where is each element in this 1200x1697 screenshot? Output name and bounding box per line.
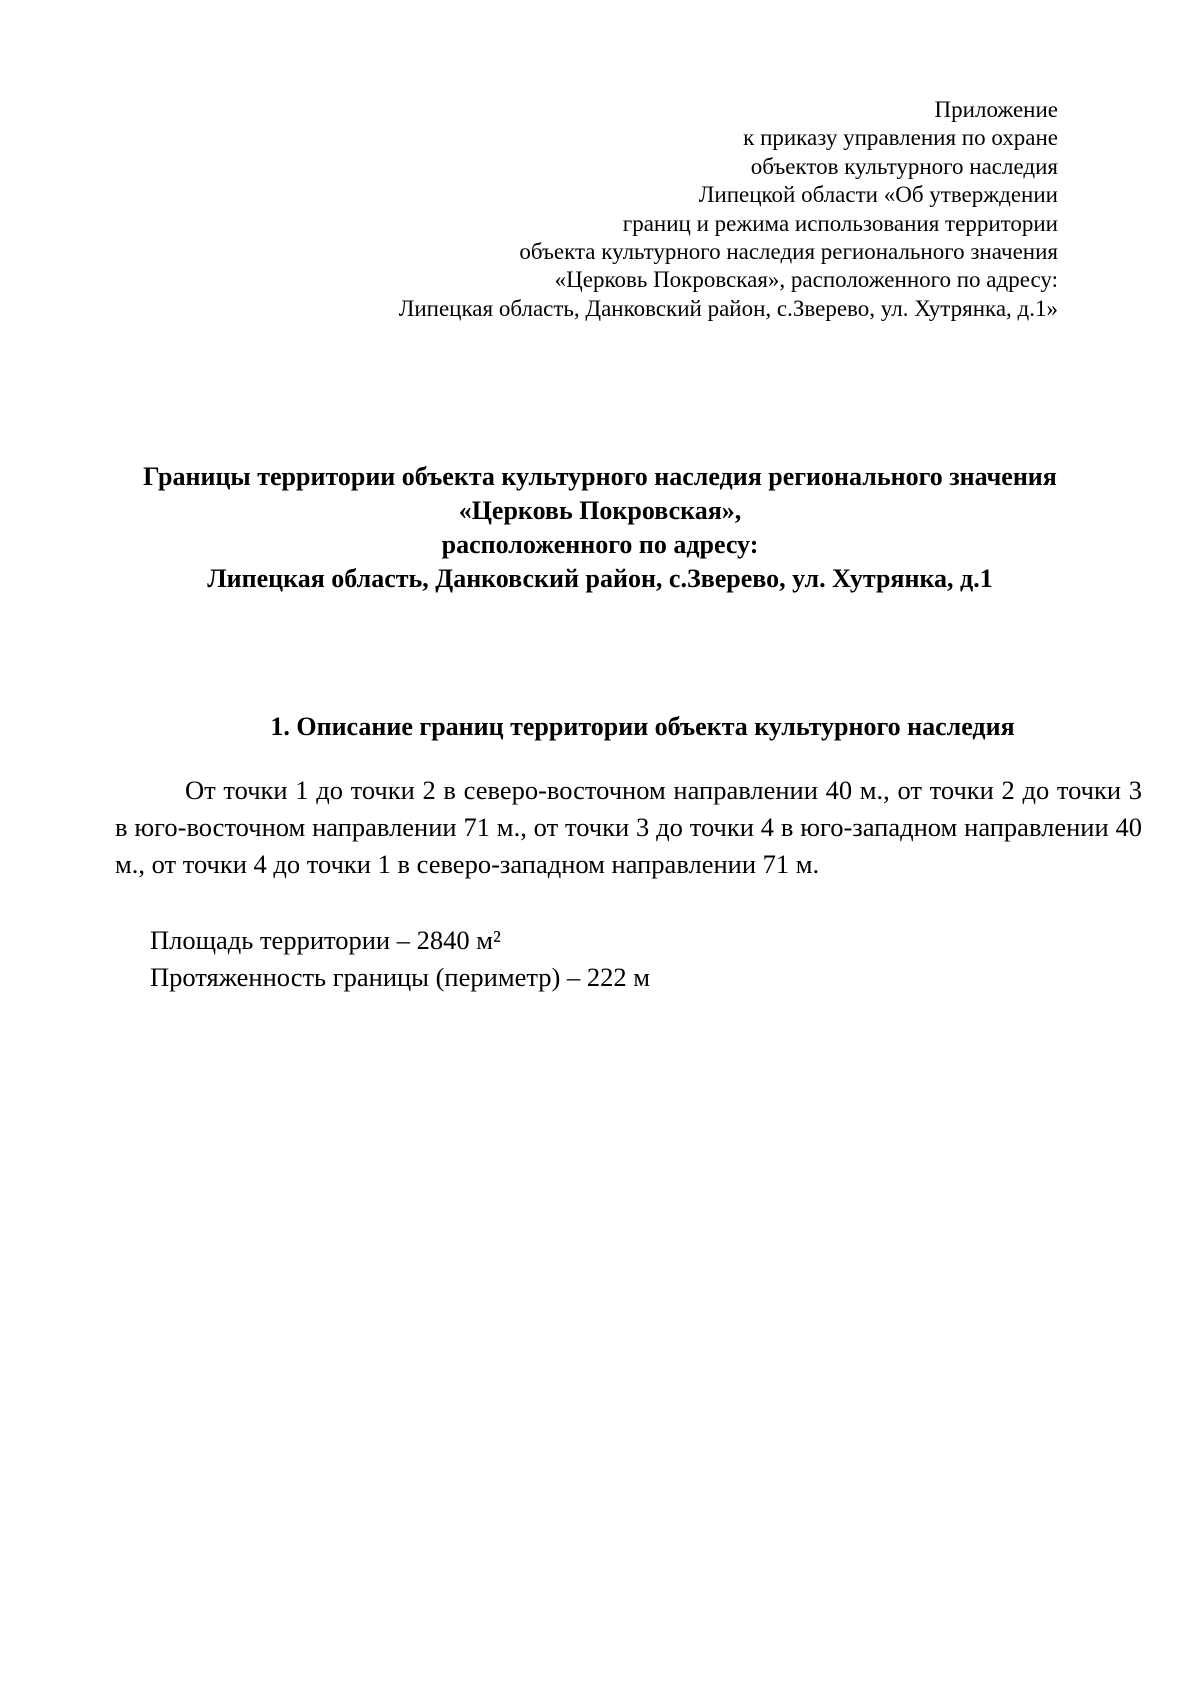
appendix-line: к приказу управления по охране	[743, 125, 1058, 151]
title-line: расположенного по адресу:	[441, 530, 759, 559]
territory-metrics	[150, 922, 650, 996]
title-line: «Церковь Покровская»,	[458, 496, 742, 525]
appendix-line: Приложение	[934, 97, 1058, 122]
boundary-description: От точки 1 до точки 2 в северо-восточном направлении 40 м., от точки 2 до точки 3 в юго-восточном направлении 71 м., от точки 3 до точки 4 в юго-западном направлении 40 м., от точки 4 до точки 1 в северо-западном направлении 71 м.	[115, 775, 1142, 879]
appendix-line: границ и режима использования территории	[622, 210, 1058, 236]
title-line: Границы территории объекта культурного наследия регионального значения	[143, 462, 1057, 491]
title-line: Липецкая область, Данковский район, с.Зверево, ул. Хутрянка, д.1	[207, 564, 993, 593]
appendix-line: объектов культурного наследия	[750, 153, 1058, 179]
appendix-line: «Церковь Покровская», расположенного по адресу:	[554, 267, 1058, 293]
appendix-block	[399, 96, 1058, 323]
appendix-line: Липецкая область, Данковский район, с.Зверево, ул. Хутрянка, д.1»	[398, 295, 1058, 321]
perimeter-value: Протяженность границы (периметр) – 222 м	[150, 962, 650, 992]
area-value: Площадь территории – 2840 м²	[150, 925, 501, 955]
document-title	[100, 460, 1100, 596]
section-heading: 1. Описание границ территории объекта культурного наследия	[270, 712, 1015, 741]
appendix-line: объекта культурного наследия регионального значения	[519, 239, 1058, 265]
appendix-line: Липецкой области «Об утверждении	[698, 182, 1058, 208]
